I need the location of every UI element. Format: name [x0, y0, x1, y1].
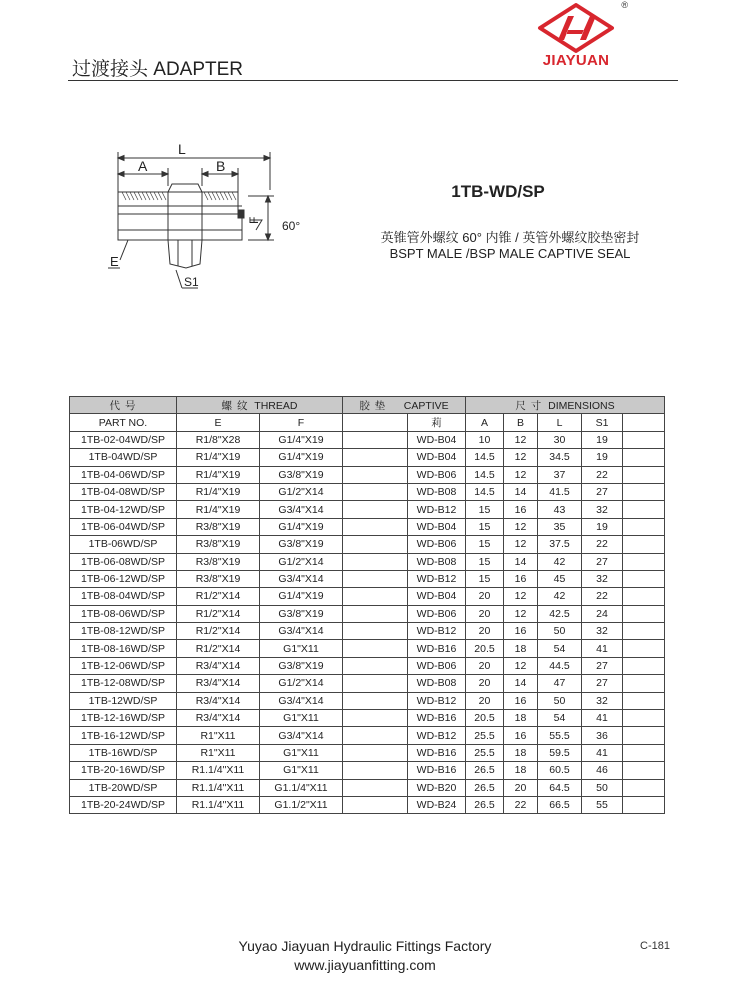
cell-empty [343, 692, 408, 709]
cell-empty [623, 588, 665, 605]
cell-captive: WD-B06 [408, 536, 466, 553]
cell-part: 1TB-12WD/SP [70, 692, 177, 709]
table-row [70, 431, 665, 448]
cell-empty [343, 431, 408, 448]
cell-b: 14 [504, 675, 538, 692]
table-row [70, 449, 665, 466]
header-s1: S1 [582, 414, 623, 431]
table-row [70, 466, 665, 483]
cell-empty [343, 536, 408, 553]
cell-empty [623, 570, 665, 587]
cell-s1: 32 [582, 623, 623, 640]
cell-part: 1TB-02-04WD/SP [70, 431, 177, 448]
cell-e: R1/4"X19 [177, 501, 260, 518]
cell-l: 37.5 [538, 536, 582, 553]
cell-e: R3/4"X14 [177, 710, 260, 727]
label-l: L [178, 141, 186, 157]
page-number: C-181 [640, 940, 670, 952]
cell-empty [623, 553, 665, 570]
cell-part: 1TB-12-16WD/SP [70, 710, 177, 727]
cell-b: 16 [504, 623, 538, 640]
header-l: L [538, 414, 582, 431]
cell-l: 41.5 [538, 483, 582, 500]
cell-e: R1/4"X19 [177, 466, 260, 483]
cell-e: R3/4"X14 [177, 675, 260, 692]
label-e: E [110, 254, 119, 269]
cell-captive: WD-B06 [408, 466, 466, 483]
fitting-drawing [98, 140, 328, 300]
cell-s1: 22 [582, 536, 623, 553]
cell-s1: 55 [582, 796, 623, 813]
cell-a: 20.5 [466, 710, 504, 727]
table-row [70, 727, 665, 744]
cell-s1: 27 [582, 553, 623, 570]
jiayuan-logo-icon [528, 2, 624, 54]
cell-b: 22 [504, 796, 538, 813]
table-row [70, 779, 665, 796]
cell-e: R3/8"X19 [177, 553, 260, 570]
adapter-technical-drawing [98, 140, 328, 300]
cell-e: R3/8"X19 [177, 570, 260, 587]
cell-captive: WD-B08 [408, 553, 466, 570]
cell-captive: WD-B12 [408, 727, 466, 744]
label-b: B [216, 158, 226, 174]
cell-f: G1"X11 [260, 744, 343, 761]
cell-captive: WD-B16 [408, 640, 466, 657]
footer-company: Yuyao Jiayuan Hydraulic Fittings Factory [238, 938, 492, 954]
cell-f: G3/8"X19 [260, 605, 343, 622]
label-angle: 60° [282, 219, 301, 233]
cell-a: 15 [466, 553, 504, 570]
cell-b: 14 [504, 553, 538, 570]
spec-table [69, 396, 665, 814]
cell-l: 59.5 [538, 744, 582, 761]
cell-e: R1.1/4"X11 [177, 796, 260, 813]
cell-b: 18 [504, 744, 538, 761]
table-row [70, 640, 665, 657]
cell-empty [623, 762, 665, 779]
cell-empty [623, 501, 665, 518]
cell-b: 16 [504, 501, 538, 518]
cell-captive: WD-B08 [408, 483, 466, 500]
cell-empty [623, 727, 665, 744]
cell-part: 1TB-04-12WD/SP [70, 501, 177, 518]
header-captive-blank [343, 414, 408, 431]
cell-e: R3/4"X14 [177, 692, 260, 709]
cell-empty [623, 744, 665, 761]
cell-empty [343, 796, 408, 813]
cell-empty [343, 449, 408, 466]
cell-part: 1TB-12-06WD/SP [70, 657, 177, 674]
cell-a: 26.5 [466, 796, 504, 813]
cell-s1: 27 [582, 675, 623, 692]
page-title: 过渡接头 ADAPTER [72, 59, 244, 80]
cell-empty [623, 657, 665, 674]
cell-a: 14.5 [466, 483, 504, 500]
cell-part: 1TB-08-12WD/SP [70, 623, 177, 640]
table-row [70, 692, 665, 709]
cell-captive: WD-B08 [408, 675, 466, 692]
cell-s1: 19 [582, 518, 623, 535]
cell-captive: WD-B04 [408, 518, 466, 535]
cell-part: 1TB-04-06WD/SP [70, 466, 177, 483]
cell-empty [623, 692, 665, 709]
cell-empty [343, 675, 408, 692]
cell-part: 1TB-08-04WD/SP [70, 588, 177, 605]
cell-part: 1TB-06-04WD/SP [70, 518, 177, 535]
cell-captive: WD-B12 [408, 692, 466, 709]
cell-l: 66.5 [538, 796, 582, 813]
cell-l: 54 [538, 710, 582, 727]
cell-empty [343, 605, 408, 622]
cell-part: 1TB-20-24WD/SP [70, 796, 177, 813]
cell-empty [343, 623, 408, 640]
cell-empty [343, 727, 408, 744]
cell-f: G3/8"X19 [260, 466, 343, 483]
cell-l: 54 [538, 640, 582, 657]
cell-f: G1/4"X19 [260, 431, 343, 448]
cell-a: 15 [466, 501, 504, 518]
cell-part: 1TB-06-08WD/SP [70, 553, 177, 570]
cell-e: R1/4"X19 [177, 483, 260, 500]
cell-empty [343, 710, 408, 727]
cell-s1: 27 [582, 483, 623, 500]
cell-l: 42 [538, 588, 582, 605]
cell-s1: 41 [582, 710, 623, 727]
cell-a: 26.5 [466, 762, 504, 779]
table-row [70, 710, 665, 727]
cell-captive: WD-B16 [408, 762, 466, 779]
cell-l: 60.5 [538, 762, 582, 779]
header-captive-sub: 莉 [408, 414, 466, 431]
cell-f: G1/2"X14 [260, 553, 343, 570]
cell-empty [343, 553, 408, 570]
cell-s1: 22 [582, 466, 623, 483]
cell-part: 1TB-16WD/SP [70, 744, 177, 761]
cell-s1: 22 [582, 588, 623, 605]
table-row [70, 518, 665, 535]
cell-b: 12 [504, 449, 538, 466]
cell-a: 20 [466, 675, 504, 692]
brand-logo [528, 0, 628, 76]
cell-s1: 32 [582, 570, 623, 587]
cell-f: G3/4"X14 [260, 501, 343, 518]
cell-e: R3/8"X19 [177, 518, 260, 535]
cell-part: 1TB-06-12WD/SP [70, 570, 177, 587]
cell-s1: 24 [582, 605, 623, 622]
cell-empty [623, 796, 665, 813]
product-description-cn: 英锥管外螺纹 60° 内锥 / 英管外螺纹胶垫密封 [380, 230, 640, 245]
cell-empty [623, 466, 665, 483]
cell-part: 1TB-12-08WD/SP [70, 675, 177, 692]
cell-a: 15 [466, 570, 504, 587]
cell-e: R1.1/4"X11 [177, 779, 260, 796]
label-f: F [247, 216, 261, 224]
product-code: 1TB-WD/SP [451, 182, 545, 201]
cell-part: 1TB-04WD/SP [70, 449, 177, 466]
product-description-en: BSPT MALE /BSP MALE CAPTIVE SEAL [389, 246, 631, 261]
cell-f: G1/4"X19 [260, 518, 343, 535]
cell-f: G1.1/4"X11 [260, 779, 343, 796]
cell-b: 12 [504, 431, 538, 448]
cell-captive: WD-B16 [408, 710, 466, 727]
label-a: A [138, 158, 148, 174]
cell-s1: 19 [582, 431, 623, 448]
cell-b: 12 [504, 536, 538, 553]
brand-name: JIAYUAN [542, 52, 610, 69]
cell-l: 34.5 [538, 449, 582, 466]
cell-a: 20.5 [466, 640, 504, 657]
cell-s1: 19 [582, 449, 623, 466]
table-row [70, 570, 665, 587]
table-row [70, 588, 665, 605]
cell-l: 50 [538, 623, 582, 640]
cell-part: 1TB-04-08WD/SP [70, 483, 177, 500]
cell-b: 16 [504, 727, 538, 744]
cell-empty [623, 640, 665, 657]
cell-a: 15 [466, 518, 504, 535]
cell-b: 16 [504, 570, 538, 587]
header-b: B [504, 414, 538, 431]
cell-captive: WD-B04 [408, 588, 466, 605]
cell-e: R1/8"X28 [177, 431, 260, 448]
cell-e: R3/8"X19 [177, 536, 260, 553]
cell-l: 43 [538, 501, 582, 518]
cell-part: 1TB-08-16WD/SP [70, 640, 177, 657]
table-row [70, 553, 665, 570]
table-header-row-1 [70, 397, 665, 414]
table-row [70, 536, 665, 553]
cell-l: 45 [538, 570, 582, 587]
cell-s1: 36 [582, 727, 623, 744]
cell-empty [343, 518, 408, 535]
cell-empty [343, 466, 408, 483]
cell-part: 1TB-16-12WD/SP [70, 727, 177, 744]
cell-empty [343, 570, 408, 587]
cell-l: 35 [538, 518, 582, 535]
cell-empty [623, 536, 665, 553]
cell-captive: WD-B06 [408, 657, 466, 674]
cell-f: G3/8"X19 [260, 657, 343, 674]
cell-captive: WD-B12 [408, 623, 466, 640]
cell-empty [623, 623, 665, 640]
cell-e: R1/2"X14 [177, 623, 260, 640]
header-part-no: PART NO. [70, 414, 177, 431]
label-s1: S1 [184, 275, 199, 289]
cell-a: 15 [466, 536, 504, 553]
cell-b: 12 [504, 605, 538, 622]
cell-empty [343, 744, 408, 761]
cell-empty [343, 640, 408, 657]
cell-f: G1/4"X19 [260, 588, 343, 605]
cell-a: 20 [466, 692, 504, 709]
cell-e: R1/2"X14 [177, 605, 260, 622]
cell-empty [343, 762, 408, 779]
cell-part: 1TB-20WD/SP [70, 779, 177, 796]
cell-empty [343, 779, 408, 796]
cell-l: 44.5 [538, 657, 582, 674]
header-thread: 螺 纹 THREAD [177, 397, 343, 414]
cell-l: 37 [538, 466, 582, 483]
registered-mark: ® [621, 0, 628, 10]
cell-b: 14 [504, 483, 538, 500]
header-f: F [260, 414, 343, 431]
cell-l: 64.5 [538, 779, 582, 796]
table-row [70, 657, 665, 674]
table-row [70, 762, 665, 779]
cell-empty [623, 483, 665, 500]
cell-s1: 41 [582, 640, 623, 657]
table-row [70, 605, 665, 622]
cell-f: G3/4"X14 [260, 623, 343, 640]
cell-empty [623, 605, 665, 622]
cell-l: 47 [538, 675, 582, 692]
cell-empty [343, 483, 408, 500]
cell-empty [623, 779, 665, 796]
cell-f: G1"X11 [260, 640, 343, 657]
cell-captive: WD-B12 [408, 501, 466, 518]
cell-l: 42 [538, 553, 582, 570]
cell-l: 50 [538, 692, 582, 709]
cell-s1: 41 [582, 744, 623, 761]
cell-e: R1"X11 [177, 727, 260, 744]
table-row [70, 675, 665, 692]
cell-b: 12 [504, 466, 538, 483]
cell-e: R1/4"X19 [177, 449, 260, 466]
cell-empty [343, 588, 408, 605]
table-header-row-2 [70, 414, 665, 431]
cell-l: 55.5 [538, 727, 582, 744]
cell-f: G3/4"X14 [260, 692, 343, 709]
cell-b: 18 [504, 710, 538, 727]
cell-s1: 32 [582, 501, 623, 518]
cell-b: 16 [504, 692, 538, 709]
cell-a: 20 [466, 623, 504, 640]
cell-a: 20 [466, 605, 504, 622]
cell-l: 30 [538, 431, 582, 448]
table-row [70, 483, 665, 500]
cell-captive: WD-B16 [408, 744, 466, 761]
cell-a: 14.5 [466, 466, 504, 483]
cell-e: R1.1/4"X11 [177, 762, 260, 779]
table-row [70, 744, 665, 761]
cell-f: G1.1/2"X11 [260, 796, 343, 813]
table-row [70, 796, 665, 813]
cell-f: G3/4"X14 [260, 727, 343, 744]
cell-a: 14.5 [466, 449, 504, 466]
cell-empty [623, 710, 665, 727]
cell-part: 1TB-20-16WD/SP [70, 762, 177, 779]
cell-a: 25.5 [466, 744, 504, 761]
cell-a: 26.5 [466, 779, 504, 796]
cell-e: R1/2"X14 [177, 640, 260, 657]
cell-captive: WD-B12 [408, 570, 466, 587]
cell-captive: WD-B20 [408, 779, 466, 796]
cell-s1: 27 [582, 657, 623, 674]
cell-b: 12 [504, 588, 538, 605]
cell-part: 1TB-08-06WD/SP [70, 605, 177, 622]
cell-part: 1TB-06WD/SP [70, 536, 177, 553]
cell-f: G3/8"X19 [260, 536, 343, 553]
cell-l: 42.5 [538, 605, 582, 622]
cell-f: G3/4"X14 [260, 570, 343, 587]
cell-b: 20 [504, 779, 538, 796]
cell-empty [623, 449, 665, 466]
cell-empty [343, 657, 408, 674]
cell-empty [343, 501, 408, 518]
cell-captive: WD-B04 [408, 449, 466, 466]
cell-s1: 32 [582, 692, 623, 709]
cell-b: 12 [504, 657, 538, 674]
header-e: E [177, 414, 260, 431]
cell-f: G1/2"X14 [260, 675, 343, 692]
cell-b: 18 [504, 640, 538, 657]
cell-empty [623, 675, 665, 692]
header-divider [68, 80, 678, 81]
cell-captive: WD-B06 [408, 605, 466, 622]
table-row [70, 623, 665, 640]
cell-f: G1/4"X19 [260, 449, 343, 466]
cell-e: R3/4"X14 [177, 657, 260, 674]
cell-captive: WD-B24 [408, 796, 466, 813]
cell-captive: WD-B04 [408, 431, 466, 448]
table-row [70, 501, 665, 518]
cell-a: 20 [466, 588, 504, 605]
cell-b: 12 [504, 518, 538, 535]
cell-e: R1"X11 [177, 744, 260, 761]
header-captive: 胶 垫 CAPTIVE [343, 397, 466, 414]
cell-f: G1/2"X14 [260, 483, 343, 500]
footer-url: www.jiayuanfitting.com [294, 957, 436, 973]
header-dimensions: 尺 寸 DIMENSIONS [466, 397, 665, 414]
header-blank [623, 414, 665, 431]
cell-e: R1/2"X14 [177, 588, 260, 605]
cell-s1: 46 [582, 762, 623, 779]
cell-a: 20 [466, 657, 504, 674]
cell-f: G1"X11 [260, 710, 343, 727]
cell-f: G1"X11 [260, 762, 343, 779]
cell-a: 10 [466, 431, 504, 448]
header-a: A [466, 414, 504, 431]
cell-empty [623, 431, 665, 448]
header-code-cn: 代 号 [70, 397, 177, 414]
cell-s1: 50 [582, 779, 623, 796]
cell-b: 18 [504, 762, 538, 779]
cell-empty [623, 518, 665, 535]
cell-a: 25.5 [466, 727, 504, 744]
